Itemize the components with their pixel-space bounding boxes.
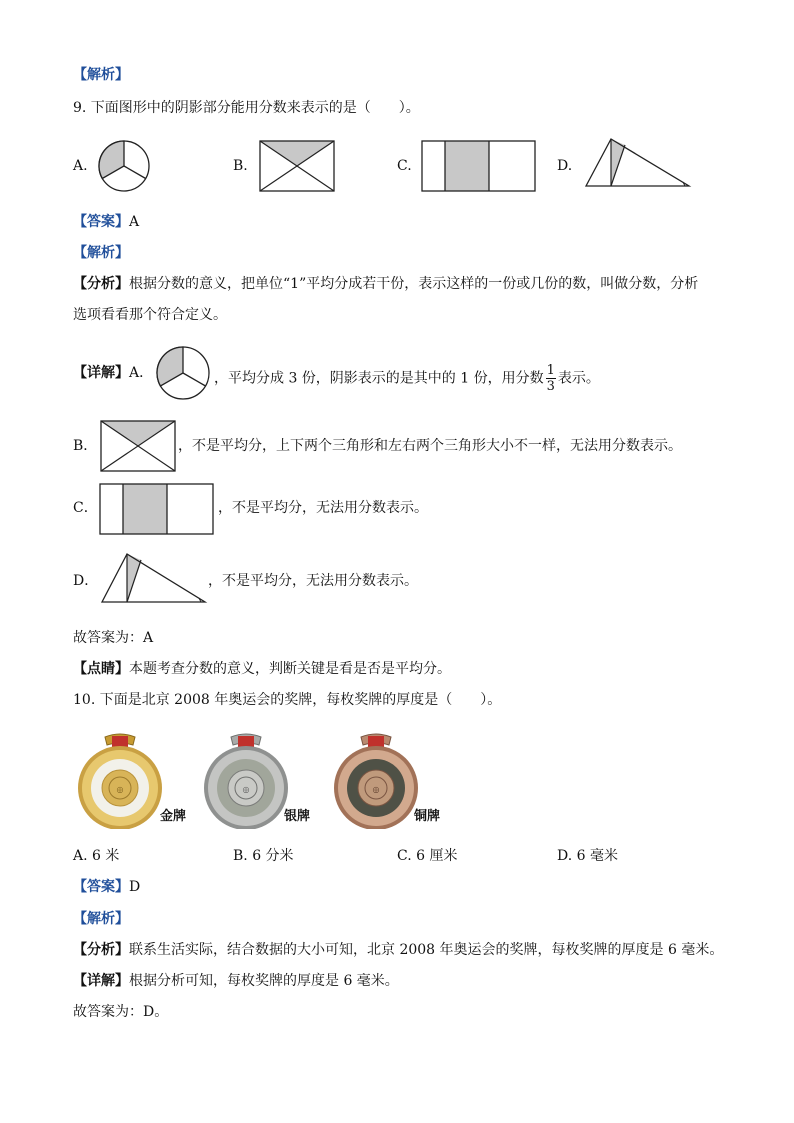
q9-figure-c-strip	[421, 140, 537, 192]
q9-fenxi-line1	[73, 274, 698, 294]
q9-figure-d-triangle	[584, 136, 692, 188]
q9-detail-b-label: B．	[73, 438, 98, 454]
fenxi-tag: 【分析】	[73, 276, 129, 292]
q10-detail: 根据分析可知，每枚奖牌的厚度是 6 毫米。	[129, 973, 399, 989]
q9-figure-b-rectangle	[259, 140, 335, 192]
q9-detail-b-rectangle	[100, 420, 176, 472]
q9-detail-a-label: A．	[129, 365, 154, 381]
fraction-denominator: 3	[546, 379, 555, 394]
answer-tag: 【答案】	[73, 879, 129, 895]
q9-option-c-label: C.	[397, 158, 412, 174]
silver-medal-label: 银牌	[284, 809, 311, 824]
q10-fenxi: 联系生活实际，结合数据的大小可知，北京 2008 年奥运会的奖牌，每枚奖牌的厚度是 6 毫米。	[129, 942, 724, 958]
svg-text:◎: ◎	[116, 785, 124, 794]
q9-detail-d-label: D．	[73, 573, 99, 589]
q10-conclusion: 故答案为：D。	[73, 1004, 169, 1020]
answer-tag: 【答案】	[73, 214, 129, 230]
q9-detail-a-text2: 表示。	[557, 370, 600, 387]
q9-detail-d-text: ，不是平均分，无法用分数表示。	[208, 573, 418, 589]
fraction-one-third	[546, 363, 556, 394]
q9-detail-d-triangle	[100, 551, 208, 605]
svg-text:◎: ◎	[242, 785, 250, 794]
gold-medal-image	[74, 733, 166, 829]
q9-detail-a-label-line	[73, 363, 153, 383]
bronze-medal-label: 铜牌	[414, 809, 441, 824]
q10-option-b: B. 6 分米	[233, 848, 294, 864]
gold-medal-label: 金牌	[160, 809, 187, 824]
q10-fenxi-line	[73, 940, 723, 960]
q9-detail-a-text1: ，平均分成 3 份，阴影表示的是其中的 1 份，用分数	[214, 370, 544, 387]
q10-answer: D	[129, 879, 141, 895]
fenxi-tag: 【分析】	[73, 942, 129, 958]
q9-option-a-label: A.	[73, 158, 88, 174]
q10-option-c: C. 6 厘米	[397, 848, 458, 864]
q10-option-a: A. 6 米	[73, 848, 120, 864]
q10-option-d: D. 6 毫米	[557, 848, 618, 864]
q9-conclusion: 故答案为：A	[73, 630, 154, 646]
q9-detail-b-text: ，不是平均分，上下两个三角形和左右两个三角形大小不一样，无法用分数表示。	[178, 438, 682, 454]
detail-tag: 【详解】	[73, 365, 129, 381]
q9-detail-c-text: ，不是平均分，无法用分数表示。	[218, 500, 428, 516]
q10-answer-line	[73, 877, 140, 897]
q9-detail-c-label: C．	[73, 500, 98, 516]
q9-answer-line	[73, 212, 139, 232]
q9-detail-a-circle	[155, 345, 211, 401]
q9-fenxi-line2: 选项看看那个符合定义。	[73, 307, 227, 323]
bronze-medal-image	[330, 733, 422, 829]
q9-option-b-label: B.	[233, 158, 248, 174]
q9-dianjing: 本题考查分数的意义，判断关键是看是否是平均分。	[129, 661, 451, 677]
prev-analysis-tag: 【解析】	[73, 67, 129, 83]
q9-detail-c-strip	[99, 483, 215, 535]
q9-figure-a-circle	[96, 138, 154, 194]
q9-question: 9. 下面图形中的阴影部分能用分数来表示的是（ ）。	[73, 100, 420, 116]
q9-option-d-label: D.	[557, 158, 573, 174]
q9-fenxi-text1: 根据分数的意义，把单位“1”平均分成若干份，表示这样的一份或几份的数，叫做分数，分析	[129, 276, 699, 292]
q9-dianjing-line	[73, 659, 451, 679]
svg-text:◎: ◎	[372, 785, 380, 794]
q9-analysis-tag: 【解析】	[73, 245, 129, 261]
detail-tag: 【详解】	[73, 973, 129, 989]
q10-detail-line	[73, 971, 399, 991]
q10-analysis-tag: 【解析】	[73, 911, 129, 927]
silver-medal-image	[200, 733, 292, 829]
q9-detail-a-text	[214, 363, 600, 394]
dianjing-tag: 【点睛】	[73, 661, 129, 677]
q10-question: 10. 下面是北京 2008 年奥运会的奖牌，每枚奖牌的厚度是（ ）。	[73, 692, 502, 708]
fraction-numerator: 1	[546, 363, 555, 378]
q9-answer: A	[129, 214, 140, 230]
